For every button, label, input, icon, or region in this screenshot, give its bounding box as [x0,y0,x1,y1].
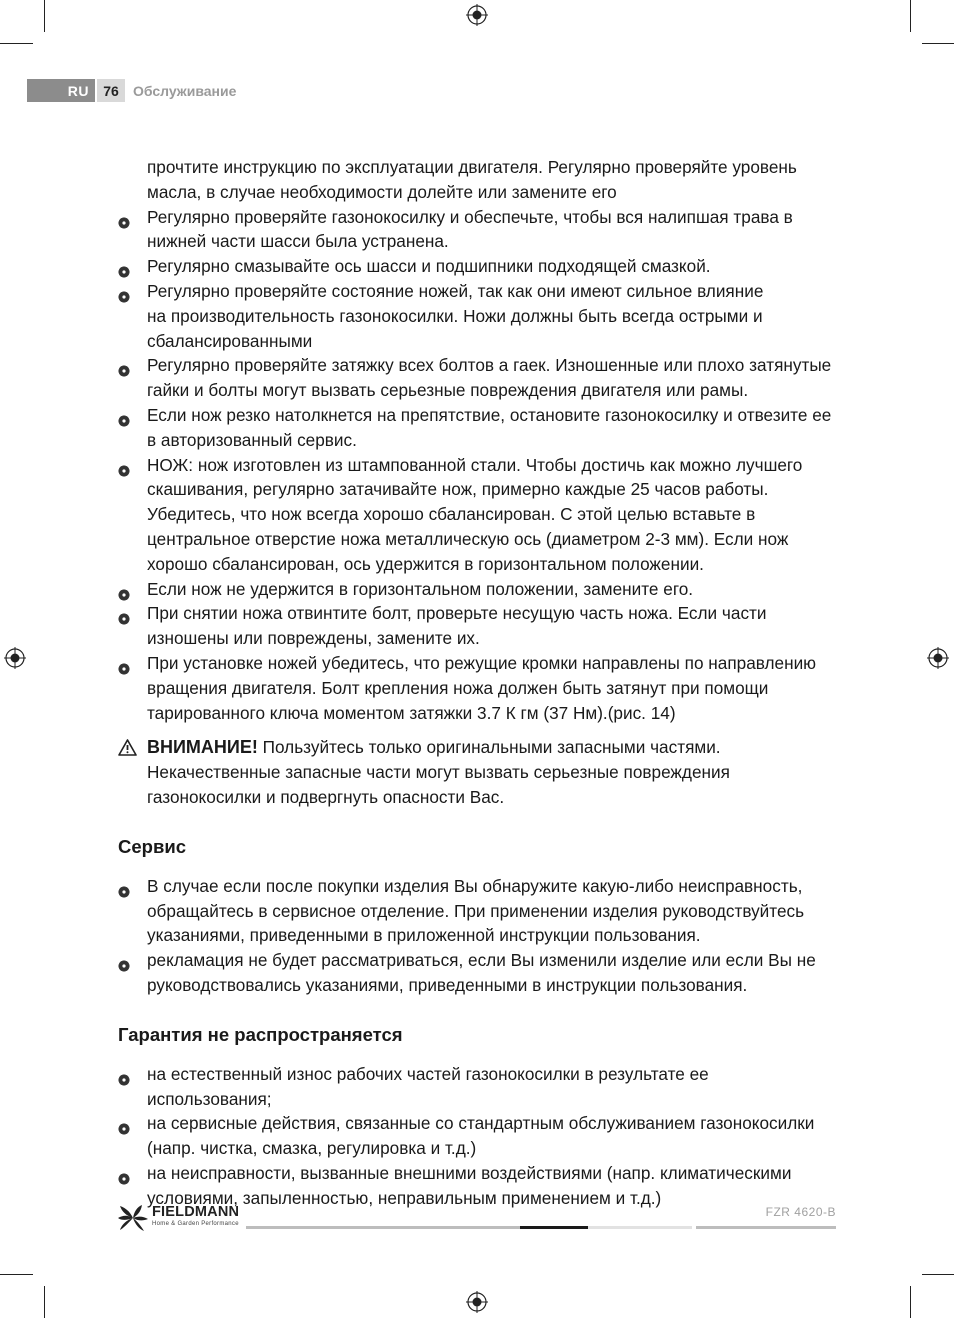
text-line: изношены или повреждены, замените их. [147,628,480,649]
list-item [118,1062,838,1112]
text-line: вращения двигателя. Болт крепления ножа должен быть затянут при помощи [147,677,769,698]
text-line: Регулярно смазывайте ось шасси и подшипники подходящей смазкой. [147,256,711,277]
warning-triangle-icon [118,738,137,755]
leaf-logo-icon [118,1204,148,1232]
text-line: При установке ножей убедитесь, что режущие кромки направлены по направлению [147,652,817,673]
service-heading: Сервис [118,835,186,857]
bullet-icon [118,211,130,223]
crop-mark [922,43,954,44]
page-header [27,79,236,102]
crop-mark [922,1274,954,1275]
text-line: При снятии ножа отвинтите болт, проверьте несущую часть ножа. Если части [147,603,767,624]
text-line: рекламация не будет рассматриваться, если Вы изменили изделие или если Вы не [147,950,816,971]
fieldmann-logo [118,1204,239,1232]
bullet-icon [118,607,130,619]
warning-text: Некачественные запасные части могут вызвать серьезные повреждения [147,762,730,783]
footer-rule [588,1226,692,1229]
footer-rule-accent [520,1226,588,1229]
list-item [118,403,838,453]
footer-rule [696,1226,836,1229]
crop-mark [44,1286,45,1318]
text-line: условиями, запыленностью, неправильным применением и т.д.) [147,1187,662,1208]
bullet-icon [118,359,130,371]
text-line: указаниями, приведенными в приложенной инструкции пользования. [147,925,701,946]
brand-name: FIELDMANN [152,1204,240,1220]
warranty-heading: Гарантия не распространяется [118,1023,403,1045]
text-line: Регулярно проверяйте газонокосилку и обеспечьте, чтобы вся налипшая трава в [147,206,793,227]
list-item [118,353,838,403]
bullet-icon [118,1167,130,1179]
text-line: обращайтесь в сервисное отделение. При применении изделия руководствуйтесь [147,900,805,921]
crop-mark [0,43,33,44]
warning-text: Пользуйтесь только оригинальными запасными частями. [257,737,721,758]
list-item [118,205,838,255]
text-line: Если нож резко натолкнется на препятствие, остановите газонокосилку и отвезите ее [147,404,832,425]
registration-mark-icon [4,647,26,669]
text-line: Убедитесь, что нож всегда хорошо сбалансирован. С этой целью вставьте в [147,504,756,525]
crop-mark [44,0,45,32]
list-item [118,453,838,577]
text-line: Регулярно проверяйте затяжку всех болтов а гаек. Изношенные или плохо затянутые [147,355,832,376]
list-item [118,874,838,948]
text-line: на производительность газонокосилки. Ножи должны быть всегда острыми и [147,305,763,326]
text-line: сбалансированными [147,330,313,351]
bullet-icon [118,285,130,297]
bullet-icon [118,1068,130,1080]
crop-mark [910,0,911,32]
text-line: Регулярно проверяйте состояние ножей, так как они имеют сильное влияние [147,280,764,301]
maintenance-list [118,205,838,726]
text-line: гайки и болты могут вызвать серьезные повреждения двигателя или рамы. [147,380,749,401]
text-line: нижней части шасси была устранена. [147,231,449,252]
list-item [118,1111,838,1161]
bullet-icon [118,657,130,669]
text-line: Если нож не удержится в горизонтальном положении, замените его. [147,578,694,599]
list-item [118,254,838,279]
list-item [118,948,838,998]
text-line: на естественный износ рабочих частей газонокосилки в результате ее использования; [147,1063,709,1109]
bullet-icon [118,583,130,595]
page-number: 76 [97,79,125,102]
crop-mark [910,1286,911,1318]
list-item [118,601,838,651]
text-line: хорошо сбалансирован, ось удержится в горизонтальном положении. [147,553,704,574]
text-line: на неисправности, вызванные внешними воздействиями (напр. климатическими [147,1162,792,1183]
intro-paragraph [118,155,838,205]
text-line: масла, в случае необходимости долейте или замените его [147,181,617,202]
bullet-icon [118,954,130,966]
page-footer [118,1204,838,1232]
bullet-icon [118,409,130,421]
text-line: НОЖ: нож изготовлен из штампованной стали. Чтобы достичь как можно лучшего [147,454,803,475]
registration-mark-icon [927,647,949,669]
list-item [118,651,838,725]
crop-mark [0,1274,33,1275]
text-line: (напр. чистка, смазка, регулировка и т.д.) [147,1138,477,1159]
bullet-icon [118,1117,130,1129]
text-line: прочтите инструкцию по эксплуатации двигателя. Регулярно проверяйте уровень [147,157,797,177]
warning-label: ВНИМАНИЕ! [147,737,258,758]
text-line: скашивания, регулярно затачивайте нож, примерно каждые 25 часов работы. [147,479,769,500]
bullet-icon [118,260,130,272]
list-item [118,279,838,353]
registration-mark-icon [466,4,488,26]
text-line: руководствовались указаниями, приведенными в инструкции пользования. [147,974,748,995]
warranty-list [118,1062,838,1211]
text-line: на сервисные действия, связанные со стандартным обслуживанием газонокосилки [147,1113,815,1134]
section-title: Обслуживание [133,82,237,99]
text-line: В случае если после покупки изделия Вы обнаружите какую-либо неисправность, [147,875,803,896]
language-badge: RU [27,79,95,102]
bullet-icon [118,880,130,892]
model-number: FZR 4620-B [765,1205,836,1219]
text-line: в авторизованный сервис. [147,429,357,450]
text-line: центральное отверстие ножа металлическую ось (диаметром 2-3 мм). Если нож [147,528,789,549]
bullet-icon [118,459,130,471]
registration-mark-icon [466,1291,488,1313]
text-line: тарированного ключа моментом затяжки 3.7 К гм (37 Нм).(рис. 14) [147,702,676,723]
brand-tagline: Home & Garden Performance [152,1221,239,1227]
service-list [118,874,838,998]
page-content [118,155,838,1210]
footer-rule [246,1226,520,1229]
warning-block [118,735,838,809]
list-item [118,577,838,602]
warning-text: газонокосилки и подвергнуть опасности Вас. [147,786,505,807]
